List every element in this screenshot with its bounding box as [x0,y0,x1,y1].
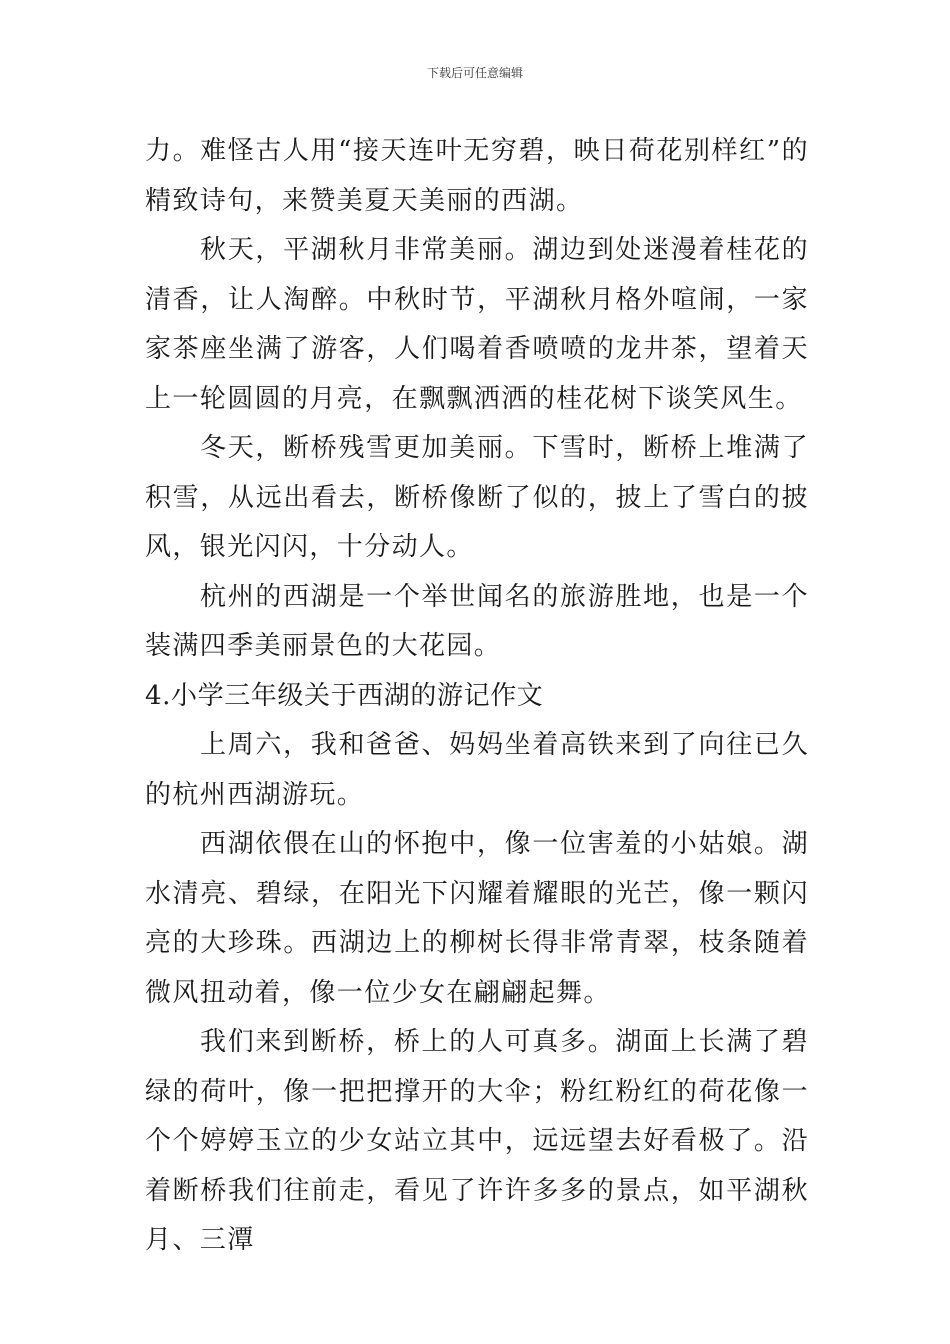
paragraph-lake-description: 西湖依偎在山的怀抱中，像一位害羞的小姑娘。湖水清亮、碧绿，在阳光下闪耀着耀眼的光芒，像一颗闪亮的大珍珠。西湖边上的柳树长得非常青翠，枝条随着微风扭动着，像一位少女在翩翩起舞。 [145,829,809,1008]
page-header: 下载后可任意编辑 [426,66,523,80]
section-heading: 4.小学三年级关于西湖的游记作文 [145,680,544,711]
paragraph-summer-poem: 力。难怪古人用“接天连叶无穷碧，映日荷花别样红”的精致诗句，来赞美夏天美丽的西湖。 [145,136,809,216]
paragraph-autumn: 秋天，平湖秋月非常美丽。湖边到处迷漫着桂花的清香，让人淘醉。中秋时节，平湖秋月格外喧闹，一家家茶座坐满了游客，人们喝着香喷喷的龙井茶，望着天上一轮圆圆的月亮，在飘飘洒洒的桂花树下谈笑风生。 [145,235,809,414]
paragraph-winter: 冬天，断桥残雪更加美丽。下雪时，断桥上堆满了积雪，从远出看去，断桥像断了似的，披上了雪白的披风，银光闪闪，十分动人。 [145,433,809,562]
paragraph-trip-intro: 上周六，我和爸爸、妈妈坐着高铁来到了向往已久的杭州西湖游玩。 [145,730,809,810]
document-body [145,127,809,1266]
paragraph-conclusion: 杭州的西湖是一个举世闻名的旅游胜地，也是一个装满四季美丽景色的大花园。 [145,581,809,661]
paragraph-broken-bridge: 我们来到断桥，桥上的人可真多。湖面上长满了碧绿的荷叶，像一把把撑开的大伞；粉红粉红的荷花像一个个婷婷玉立的少女站立其中，远远望去好看极了。沿着断桥我们往前走，看见了许许多多的景点，如平湖秋月、三潭 [145,1027,809,1255]
